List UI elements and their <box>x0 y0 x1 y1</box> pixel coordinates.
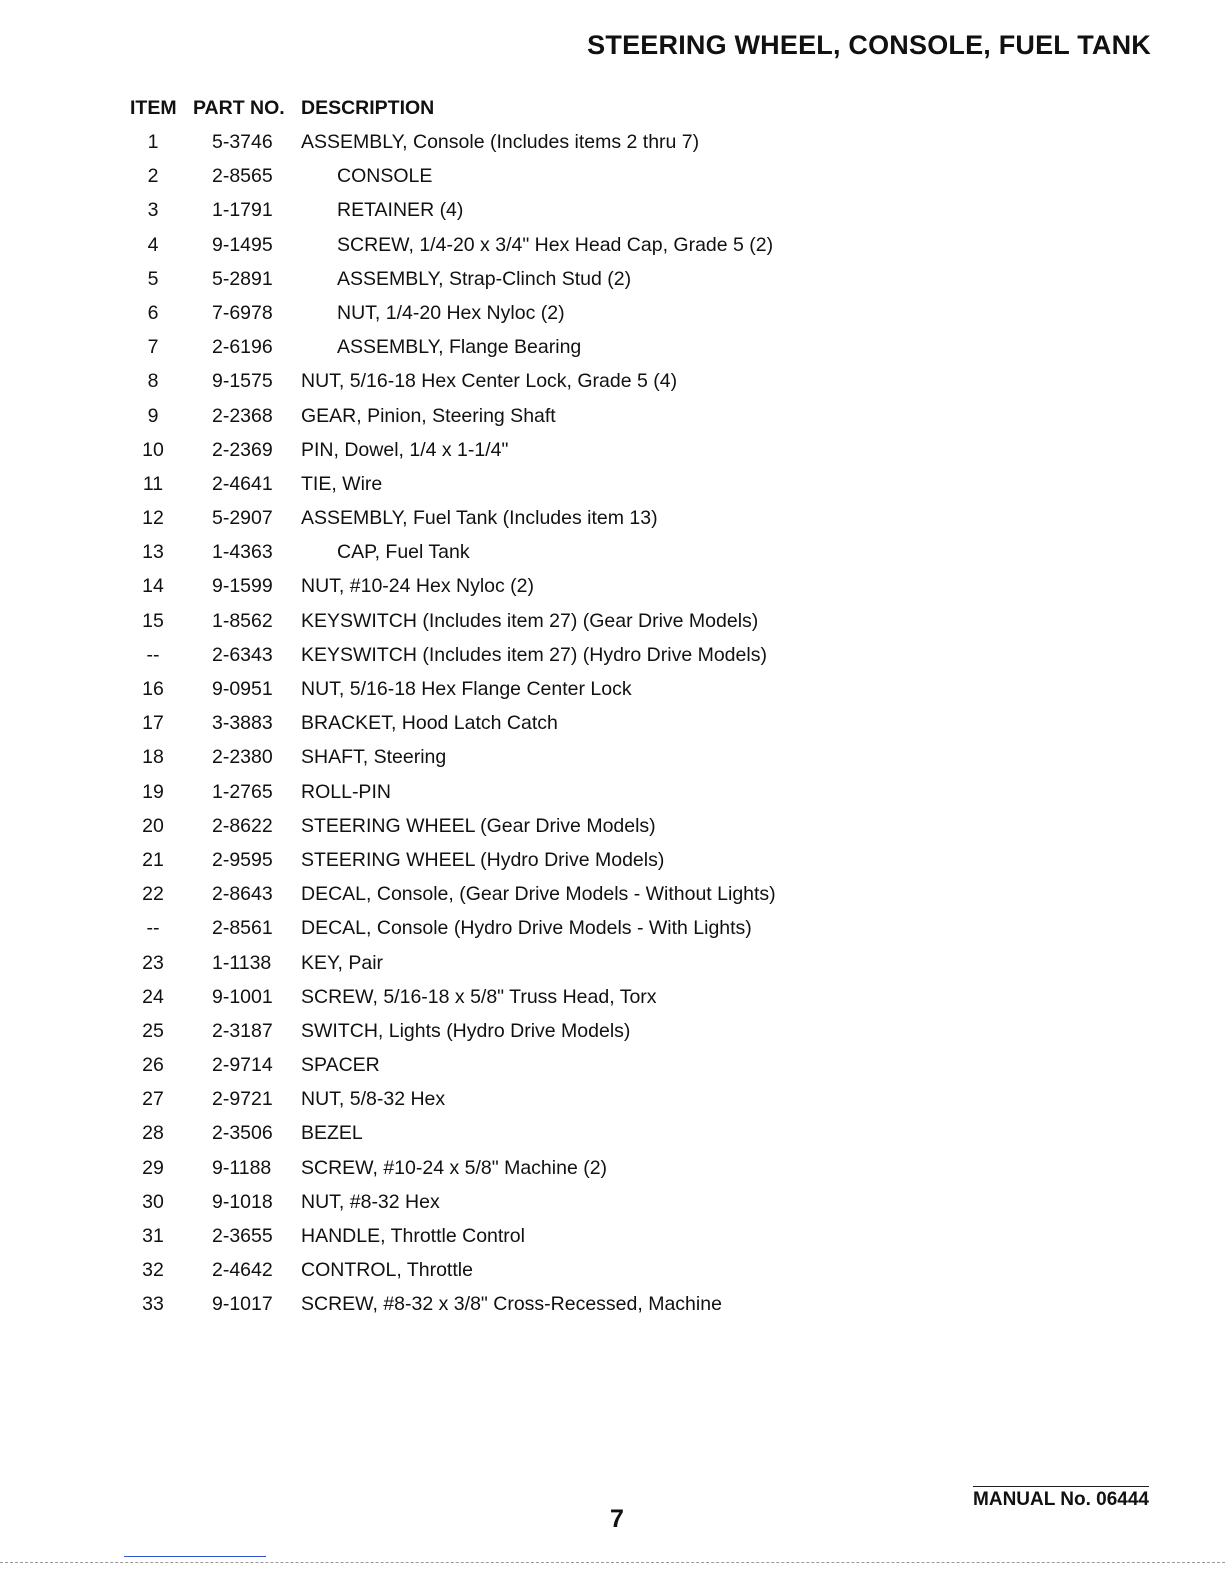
table-row <box>130 163 890 197</box>
row-part-number: 9-1188 <box>212 1156 272 1179</box>
table-row <box>130 437 890 471</box>
table-row <box>130 1155 890 1189</box>
table-row <box>130 1189 890 1223</box>
row-part-number: 2-3506 <box>212 1122 273 1145</box>
table-row <box>130 1291 890 1325</box>
table-row <box>130 505 890 539</box>
row-part-number: 2-3655 <box>212 1225 273 1247</box>
table-row <box>130 539 890 573</box>
row-part-number: 9-1495 <box>212 233 273 256</box>
row-part-number: 2-8561 <box>212 917 273 940</box>
row-part-number: 9-1599 <box>212 575 273 598</box>
table-row <box>130 779 890 813</box>
table-row <box>130 1257 890 1291</box>
row-description: NUT, 5/8-32 Hex <box>301 1088 446 1111</box>
table-row <box>130 266 890 300</box>
table-row <box>130 300 890 334</box>
table-row <box>130 232 890 266</box>
bottom-divider <box>0 1562 1225 1563</box>
row-item-number: 33 <box>142 1293 164 1316</box>
page-number: 7 <box>610 1505 624 1533</box>
row-part-number: 2-4642 <box>212 1259 273 1282</box>
row-description: HANDLE, Throttle Control <box>301 1225 525 1247</box>
row-part-number: 2-8565 <box>212 165 273 188</box>
table-row <box>130 984 890 1018</box>
table-row <box>130 608 890 642</box>
table-row <box>130 1018 890 1052</box>
row-description: BEZEL <box>301 1122 363 1145</box>
table-row <box>130 1086 890 1120</box>
row-item-number: 17 <box>142 712 164 735</box>
row-item-number: 5 <box>147 267 159 290</box>
row-description: STEERING WHEEL (Gear Drive Models) <box>301 814 656 837</box>
row-part-number: 2-8643 <box>212 883 273 906</box>
row-description: NUT, #10-24 Hex Nyloc (2) <box>301 575 534 598</box>
row-item-number: 20 <box>142 814 164 837</box>
row-part-number: 1-1791 <box>212 199 273 222</box>
table-row <box>130 915 890 949</box>
row-part-number: 9-1575 <box>212 370 273 393</box>
row-item-number: 18 <box>142 746 164 769</box>
row-item-number: 14 <box>142 575 164 598</box>
row-description: SCREW, 5/16-18 x 5/8" Truss Head, Torx <box>301 985 657 1008</box>
row-description: SCREW, #8-32 x 3/8" Cross-Recessed, Machine <box>301 1293 722 1316</box>
row-part-number: 2-6343 <box>212 643 273 666</box>
row-part-number: 5-2907 <box>212 507 273 530</box>
header-item: ITEM <box>130 97 177 119</box>
row-item-number: 26 <box>142 1054 164 1077</box>
row-item-number: 7 <box>147 336 159 359</box>
row-description: DECAL, Console, (Gear Drive Models - Without Lights) <box>301 883 776 906</box>
row-description: TIE, Wire <box>301 472 383 495</box>
row-part-number: 2-2368 <box>212 404 273 427</box>
row-item-number: 22 <box>142 883 164 906</box>
table-row <box>130 744 890 778</box>
page-title: STEERING WHEEL, CONSOLE, FUEL TANK <box>587 30 1151 60</box>
table-row <box>130 881 890 915</box>
table-row <box>130 950 890 984</box>
row-description: ROLL-PIN <box>301 780 391 803</box>
row-description: CONSOLE <box>337 165 433 188</box>
table-row <box>130 334 890 368</box>
row-description: DECAL, Console (Hydro Drive Models - With Lights) <box>301 917 752 940</box>
row-item-number: 11 <box>142 472 164 495</box>
row-item-number: 6 <box>147 301 159 324</box>
row-description: CONTROL, Throttle <box>301 1259 473 1282</box>
header-description: DESCRIPTION <box>301 97 435 119</box>
row-part-number: 1-4363 <box>212 541 273 564</box>
parts-table <box>130 95 890 1326</box>
row-description: PIN, Dowel, 1/4 x 1-1/4" <box>301 438 509 461</box>
row-part-number: 2-3187 <box>212 1019 273 1042</box>
row-item-number: 15 <box>142 609 164 632</box>
row-part-number: 5-2891 <box>212 267 273 290</box>
row-part-number: 2-9595 <box>212 848 273 871</box>
table-body <box>130 129 890 1326</box>
row-description: SHAFT, Steering <box>301 746 447 769</box>
row-part-number: 1-8562 <box>212 609 273 632</box>
row-part-number: 3-3883 <box>212 712 273 735</box>
row-part-number: 1-2765 <box>212 780 273 803</box>
row-part-number: 2-9714 <box>212 1054 273 1077</box>
row-item-number: 32 <box>142 1259 164 1282</box>
row-item-number: 8 <box>147 370 159 393</box>
link-underline <box>124 1556 266 1557</box>
row-description: SCREW, 1/4-20 x 3/4" Hex Head Cap, Grade 5 (2) <box>337 233 774 256</box>
row-item-number: 28 <box>142 1122 164 1145</box>
row-part-number: 2-8622 <box>212 814 273 837</box>
row-description: GEAR, Pinion, Steering Shaft <box>301 404 556 427</box>
table-row <box>130 197 890 231</box>
row-description: RETAINER (4) <box>337 199 464 222</box>
row-description: NUT, 5/16-18 Hex Flange Center Lock <box>301 678 632 700</box>
row-part-number: 2-2369 <box>212 438 273 461</box>
table-header-row <box>130 95 890 129</box>
row-item-number: 30 <box>142 1190 164 1213</box>
row-description: NUT, 5/16-18 Hex Center Lock, Grade 5 (4) <box>301 370 678 393</box>
row-item-number: -- <box>146 643 160 666</box>
row-item-number: 19 <box>142 780 164 803</box>
row-item-number: 25 <box>142 1019 164 1042</box>
row-item-number: 24 <box>142 985 164 1008</box>
row-description: ASSEMBLY, Fuel Tank (Includes item 13) <box>301 507 658 530</box>
row-description: SCREW, #10-24 x 5/8" Machine (2) <box>301 1156 608 1179</box>
row-description: ASSEMBLY, Flange Bearing <box>337 336 582 359</box>
table-row <box>130 1120 890 1154</box>
row-description: KEYSWITCH (Includes item 27) (Gear Drive Models) <box>301 609 759 632</box>
table-row <box>130 710 890 744</box>
row-part-number: 2-4641 <box>212 472 273 495</box>
row-item-number: 9 <box>147 404 159 427</box>
row-part-number: 9-1017 <box>212 1293 273 1316</box>
row-item-number: -- <box>146 917 160 940</box>
row-description: STEERING WHEEL (Hydro Drive Models) <box>301 848 665 871</box>
row-item-number: 3 <box>147 199 159 222</box>
row-item-number: 16 <box>142 678 164 700</box>
header-part-no: PART NO. <box>193 97 285 119</box>
row-part-number: 9-1018 <box>212 1190 273 1213</box>
table-row <box>130 1052 890 1086</box>
table-row <box>130 573 890 607</box>
row-item-number: 13 <box>142 541 164 564</box>
row-part-number: 9-1001 <box>212 985 273 1008</box>
table-row <box>130 642 890 676</box>
row-description: NUT, #8-32 Hex <box>301 1190 440 1213</box>
row-item-number: 10 <box>142 438 164 461</box>
table-row <box>130 403 890 437</box>
row-part-number: 5-3746 <box>212 131 273 153</box>
row-item-number: 31 <box>142 1225 164 1247</box>
row-part-number: 9-0951 <box>212 678 273 700</box>
row-description: SPACER <box>301 1054 380 1077</box>
row-description: NUT, 1/4-20 Hex Nyloc (2) <box>337 301 565 324</box>
row-description: KEYSWITCH (Includes item 27) (Hydro Drive Models) <box>301 643 767 666</box>
row-item-number: 4 <box>147 233 159 256</box>
row-part-number: 2-9721 <box>212 1088 273 1111</box>
row-item-number: 27 <box>142 1088 164 1111</box>
row-description: BRACKET, Hood Latch Catch <box>301 712 558 735</box>
table-row <box>130 676 890 710</box>
table-row <box>130 129 890 163</box>
row-item-number: 21 <box>142 848 164 871</box>
row-part-number: 7-6978 <box>212 301 273 324</box>
row-description: ASSEMBLY, Console (Includes items 2 thru 7) <box>301 131 700 153</box>
row-description: KEY, Pair <box>301 951 384 974</box>
row-description: SWITCH, Lights (Hydro Drive Models) <box>301 1019 631 1042</box>
row-item-number: 29 <box>142 1156 164 1179</box>
row-description: CAP, Fuel Tank <box>337 541 470 564</box>
row-item-number: 23 <box>142 951 164 974</box>
table-row <box>130 1223 890 1257</box>
row-part-number: 2-2380 <box>212 746 273 769</box>
table-row <box>130 813 890 847</box>
row-description: ASSEMBLY, Strap-Clinch Stud (2) <box>337 267 632 290</box>
table-row <box>130 368 890 402</box>
row-item-number: 12 <box>142 507 164 530</box>
row-item-number: 1 <box>147 131 159 153</box>
row-item-number: 2 <box>147 165 159 188</box>
manual-number: MANUAL No. 06444 <box>973 1486 1149 1511</box>
table-row <box>130 847 890 881</box>
row-part-number: 1-1138 <box>212 951 272 974</box>
row-part-number: 2-6196 <box>212 336 273 359</box>
table-row <box>130 471 890 505</box>
